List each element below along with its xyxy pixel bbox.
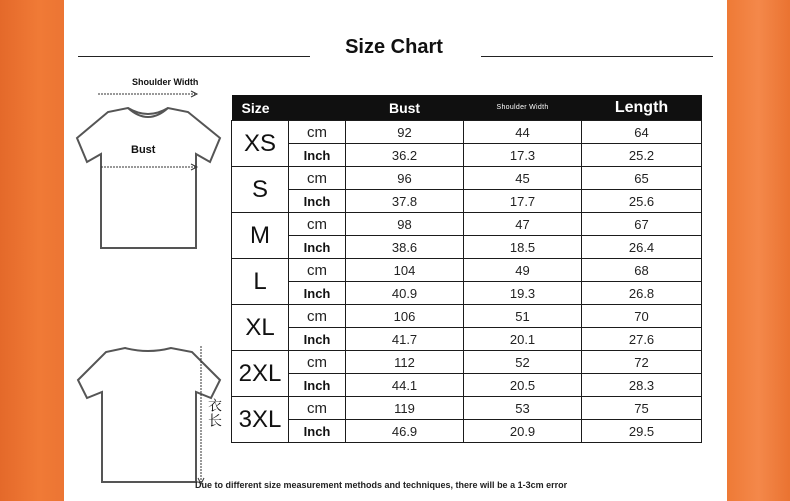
value-cell: 46.9 xyxy=(346,420,464,443)
title-rule-left xyxy=(78,56,310,57)
value-cell: 98 xyxy=(346,213,464,236)
shoulder-width-label: Shoulder Width xyxy=(132,77,199,87)
value-cell: 40.9 xyxy=(346,282,464,305)
table-row-cm xyxy=(232,167,702,190)
table-row-inch xyxy=(232,144,702,167)
value-cell: 67 xyxy=(582,213,702,236)
value-cell: 19.3 xyxy=(464,282,582,305)
value-cell: 112 xyxy=(346,351,464,374)
size-table xyxy=(231,95,702,443)
value-cell: 26.8 xyxy=(582,282,702,305)
size-cell: 2XL xyxy=(232,351,289,397)
value-cell: 47 xyxy=(464,213,582,236)
value-cell: 106 xyxy=(346,305,464,328)
tshirt-front-diagram xyxy=(70,86,230,256)
header-size: Size xyxy=(232,95,346,121)
title-rule-right xyxy=(481,56,713,57)
value-cell: 51 xyxy=(464,305,582,328)
unit-cm-cell: cm xyxy=(289,305,346,328)
value-cell: 65 xyxy=(582,167,702,190)
table-row-cm xyxy=(232,259,702,282)
length-vertical-label: 衣长 xyxy=(207,398,223,428)
unit-cm-cell: cm xyxy=(289,213,346,236)
value-cell: 44 xyxy=(464,121,582,144)
value-cell: 119 xyxy=(346,397,464,420)
value-cell: 104 xyxy=(346,259,464,282)
unit-cm-cell: cm xyxy=(289,167,346,190)
value-cell: 96 xyxy=(346,167,464,190)
value-cell: 20.5 xyxy=(464,374,582,397)
error-footnote: Due to different size measurement methods and techniques, there will be a 1-3cm error xyxy=(195,480,568,490)
size-cell: M xyxy=(232,213,289,259)
value-cell: 18.5 xyxy=(464,236,582,259)
value-cell: 52 xyxy=(464,351,582,374)
tshirt-front-outline xyxy=(77,108,220,248)
value-cell: 70 xyxy=(582,305,702,328)
table-row-cm xyxy=(232,397,702,420)
unit-inch-cell: Inch xyxy=(289,190,346,213)
table-row-inch xyxy=(232,190,702,213)
value-cell: 36.2 xyxy=(346,144,464,167)
table-row-inch xyxy=(232,282,702,305)
unit-inch-cell: Inch xyxy=(289,282,346,305)
value-cell: 37.8 xyxy=(346,190,464,213)
table-row-cm xyxy=(232,305,702,328)
size-cell: S xyxy=(232,167,289,213)
value-cell: 25.6 xyxy=(582,190,702,213)
unit-inch-cell: Inch xyxy=(289,420,346,443)
table-row-cm xyxy=(232,121,702,144)
table-row-inch xyxy=(232,420,702,443)
value-cell: 68 xyxy=(582,259,702,282)
size-cell: XS xyxy=(232,121,289,167)
value-cell: 72 xyxy=(582,351,702,374)
header-bust: Bust xyxy=(346,95,464,121)
size-cell: XL xyxy=(232,305,289,351)
table-row-inch xyxy=(232,374,702,397)
value-cell: 75 xyxy=(582,397,702,420)
size-cell: L xyxy=(232,259,289,305)
table-header-row xyxy=(232,95,702,121)
bust-label: Bust xyxy=(131,144,156,156)
unit-inch-cell: Inch xyxy=(289,328,346,351)
value-cell: 29.5 xyxy=(582,420,702,443)
value-cell: 53 xyxy=(464,397,582,420)
header-shoulder-width: Shoulder Width xyxy=(464,95,582,121)
value-cell: 28.3 xyxy=(582,374,702,397)
value-cell: 41.7 xyxy=(346,328,464,351)
value-cell: 26.4 xyxy=(582,236,702,259)
value-cell: 49 xyxy=(464,259,582,282)
unit-inch-cell: Inch xyxy=(289,236,346,259)
value-cell: 64 xyxy=(582,121,702,144)
unit-cm-cell: cm xyxy=(289,351,346,374)
value-cell: 25.2 xyxy=(582,144,702,167)
tshirt-back-outline xyxy=(78,348,220,482)
value-cell: 38.6 xyxy=(346,236,464,259)
unit-inch-cell: Inch xyxy=(289,374,346,397)
unit-cm-cell: cm xyxy=(289,259,346,282)
page-title: Size Chart xyxy=(345,36,443,58)
value-cell: 45 xyxy=(464,167,582,190)
orange-background-right xyxy=(727,0,790,501)
table-row-cm xyxy=(232,213,702,236)
value-cell: 92 xyxy=(346,121,464,144)
value-cell: 17.3 xyxy=(464,144,582,167)
size-cell: 3XL xyxy=(232,397,289,443)
table-row-inch xyxy=(232,236,702,259)
table-row-cm xyxy=(232,351,702,374)
value-cell: 17.7 xyxy=(464,190,582,213)
header-length: Length xyxy=(582,95,702,121)
unit-cm-cell: cm xyxy=(289,121,346,144)
table-row-inch xyxy=(232,328,702,351)
value-cell: 44.1 xyxy=(346,374,464,397)
unit-inch-cell: Inch xyxy=(289,144,346,167)
value-cell: 20.9 xyxy=(464,420,582,443)
orange-background-left xyxy=(0,0,64,501)
unit-cm-cell: cm xyxy=(289,397,346,420)
value-cell: 27.6 xyxy=(582,328,702,351)
value-cell: 20.1 xyxy=(464,328,582,351)
